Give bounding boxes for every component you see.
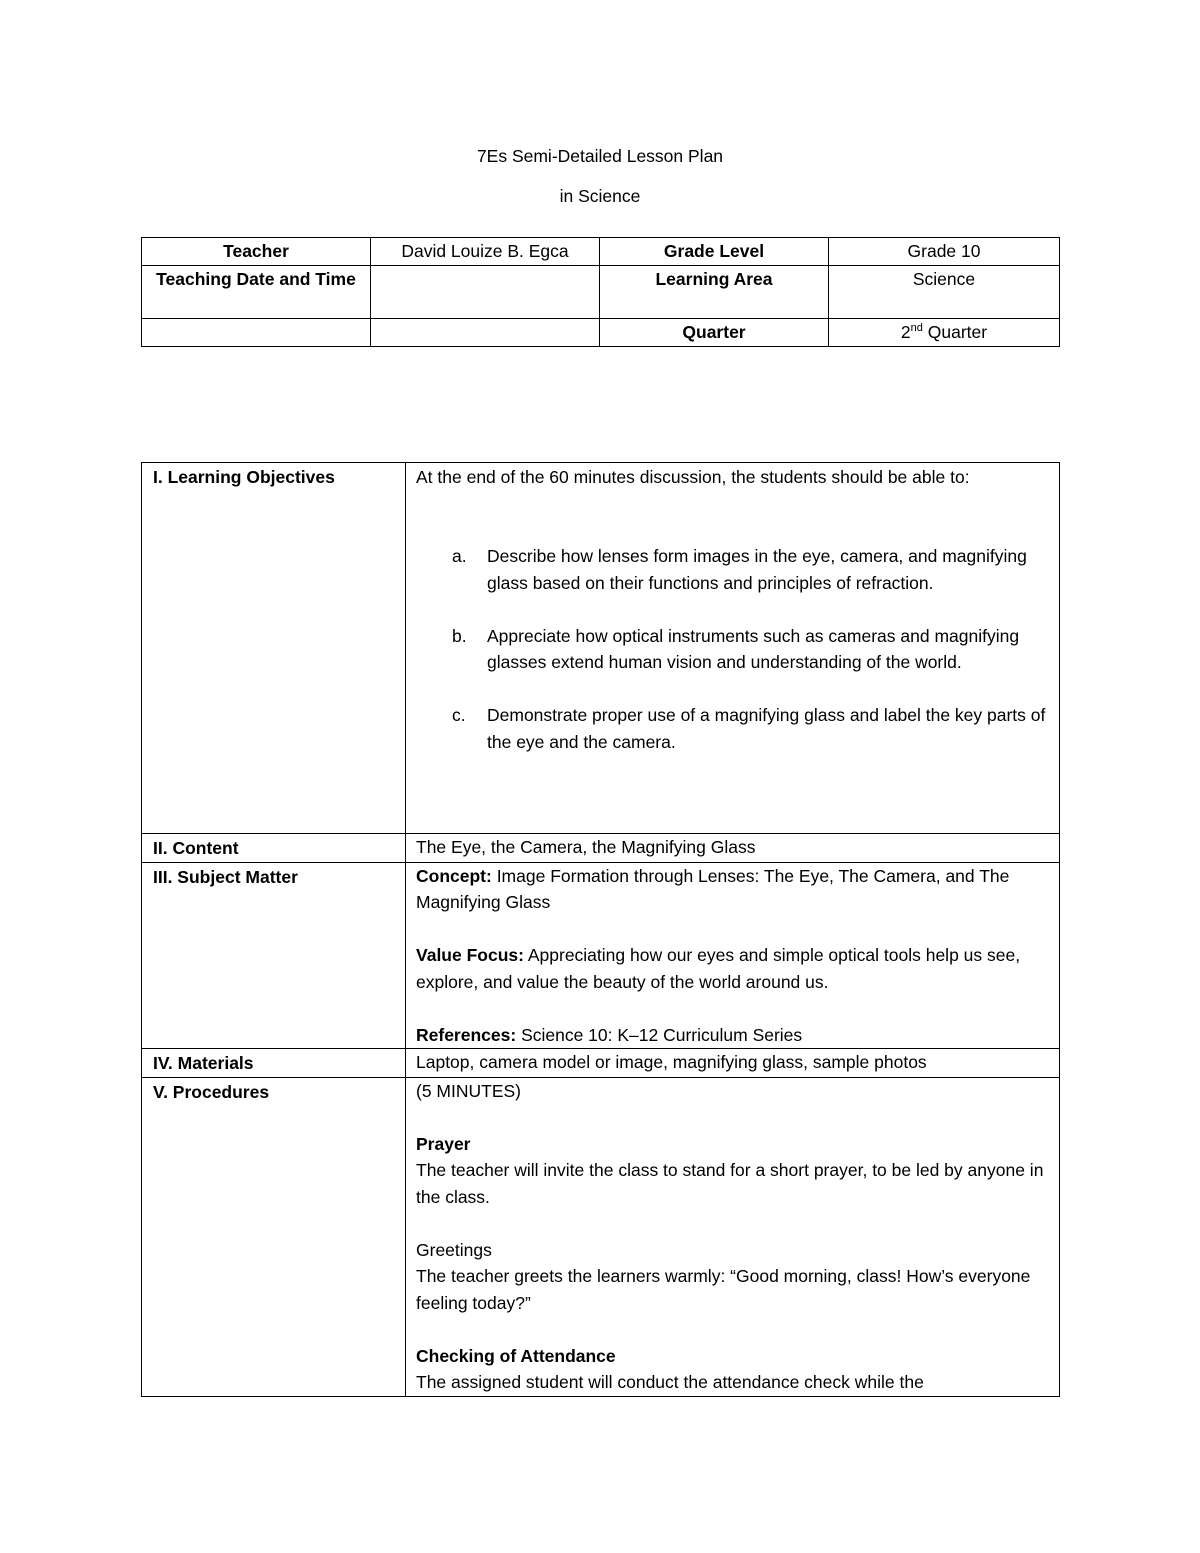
content-label: II. Content [142, 834, 406, 863]
greetings-heading: Greetings [416, 1239, 492, 1260]
teacher-value: David Louize B. Egca [371, 238, 600, 266]
grade-level-value: Grade 10 [829, 238, 1060, 266]
value-focus: Value Focus: Appreciating how our eyes and simple optical tools help us see, explore, and value the beauty of the world around us. [416, 945, 1021, 992]
empty-cell [142, 318, 371, 346]
teaching-date-value [371, 265, 600, 318]
procedures-cell [406, 1077, 1060, 1396]
quarter-word: Quarter [922, 321, 988, 342]
references: References: Science 10: K–12 Curriculum Series [416, 1024, 803, 1045]
objectives-intro: At the end of the 60 minutes discussion, the students should be able to: [416, 467, 970, 487]
grade-level-label: Grade Level [600, 238, 829, 266]
greetings-text: The teacher greets the learners warmly: “Good morning, class! How’s everyone feeling today?” [416, 1266, 1031, 1313]
materials-label: IV. Materials [142, 1049, 406, 1078]
quarter-number: 2 [900, 321, 911, 342]
concept: Concept: Image Formation through Lenses: The Eye, The Camera, and The Magnifying Glass [416, 865, 1010, 912]
document-title: 7Es Semi-Detailed Lesson Plan [476, 146, 724, 166]
lesson-plan-table [141, 462, 1060, 1397]
materials-value: Laptop, camera model or image, magnifying glass, sample photos [406, 1049, 1060, 1078]
attendance-text: The assigned student will conduct the attendance check while the [416, 1372, 924, 1392]
objective-item: a. Describe how lenses form images in the eye, camera, and magnifying glass based on their functions and principles of refraction. [452, 546, 1027, 593]
quarter-label: Quarter [600, 318, 829, 346]
prayer-text: The teacher will invite the class to stand for a short prayer, to be led by anyone in the class. [416, 1160, 1044, 1207]
objectives-list [416, 543, 1051, 755]
teacher-label: Teacher [142, 238, 371, 266]
objectives-label: I. Learning Objectives [142, 463, 406, 834]
header-info-table [141, 237, 1060, 347]
quarter-value [829, 318, 1060, 346]
objectives-cell [406, 463, 1060, 834]
subject-matter-cell [406, 862, 1060, 1049]
procedures-time: (5 MINUTES) [416, 1080, 521, 1101]
quarter-suffix: nd [910, 321, 923, 334]
procedures-label: V. Procedures [142, 1077, 406, 1396]
attendance-heading: Checking of Attendance [416, 1345, 616, 1366]
objective-item: b. Appreciate how optical instruments such as cameras and magnifying glasses extend human vision and understanding of the world. [452, 625, 1020, 672]
subject-matter-label: III. Subject Matter [142, 862, 406, 1049]
learning-area-value: Science [829, 265, 1060, 318]
document-subtitle: in Science [559, 186, 641, 206]
teaching-date-label: Teaching Date and Time [142, 265, 371, 318]
objective-item: c. Demonstrate proper use of a magnifying glass and label the key parts of the eye and the camera. [452, 705, 1046, 752]
empty-cell [371, 318, 600, 346]
prayer-heading: Prayer [416, 1133, 471, 1154]
content-value: The Eye, the Camera, the Magnifying Glass [406, 834, 1060, 863]
learning-area-label: Learning Area [600, 265, 829, 318]
